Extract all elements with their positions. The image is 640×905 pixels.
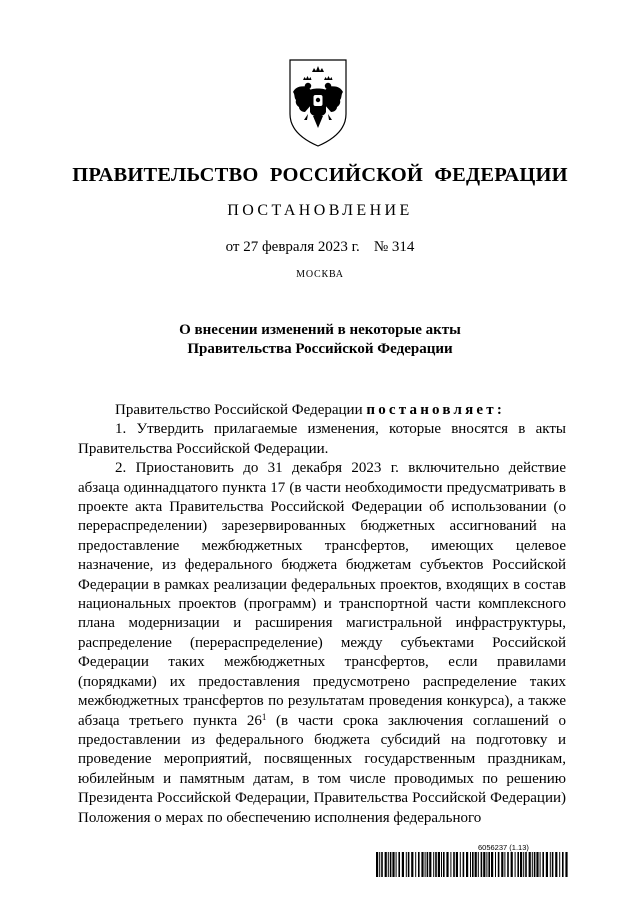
organization-name: ПРАВИТЕЛЬСТВО РОССИЙСКОЙ ФЕДЕРАЦИИ: [72, 164, 568, 186]
document-date: от 27 февраля 2023 г.: [225, 239, 360, 255]
double-headed-eagle-icon: [286, 56, 350, 148]
document-number: № 314: [373, 239, 415, 255]
title-line-1: О внесении изменений в некоторые акты: [179, 322, 461, 338]
barcode-icon: [376, 852, 568, 877]
intro-verb: постановляет:: [366, 402, 506, 418]
intro-paragraph: [78, 401, 566, 420]
paragraph-2-text-a: 2. Приостановить до 31 декабря 2023 г. включительно действие абзаца одиннадцатого пункта 17 (в части необходимости предусматривать в проекте акта Правительства Российской Федерации об использовании (о перераспределении) зарезервированных бюджетных ассигнований на предоставление межбюджетных трансфертов, имеющих целевое назначение, из федерального бюджета бюджетам субъектов Российской Федерации в рамках реализации федеральных проектов, входящих в состав национальных проектов (программ) и транспортной части комплексного плана модернизации и расширения магистральной инфраструктуры, распределение (перераспределение) между субъектами Российской Федерации таких межбюджетных трансфертов, если правилами (порядками) их предоставления предусмотрено распределение таких межбюджетных трансфертов по результатам проведения конкурса), а также абзаца третьего пункта 26: [78, 460, 566, 729]
document-title: [0, 321, 640, 359]
document-code: 6056237 (1.13): [478, 843, 529, 852]
document-body: [78, 401, 566, 828]
paragraph-2: [78, 459, 566, 828]
date-number-line: [0, 239, 640, 256]
document-type: ПОСТАНОВЛЕНИЕ: [227, 202, 413, 219]
title-line-2: Правительства Российской Федерации: [187, 341, 453, 357]
city-name: МОСКВА: [296, 269, 344, 280]
superscript-mark: 1: [261, 711, 267, 722]
intro-text: Правительство Российской Федерации: [115, 402, 367, 418]
paragraph-2-text-b: (в части срока заключения соглашений о предоставлении из федерального бюджета субсидий на подготовку и проведение мероприятий, посвященных государственным праздникам, юбилейным и памятным датам, в том числе проводимых по решению Президента Российской Федерации, Правительства Российской Федерации) Положения о мерах по обеспечению исполнения федерального: [78, 712, 566, 826]
paragraph-1: 1. Утвердить прилагаемые изменения, которые вносятся в акты Правительства Российской Федерации.: [78, 421, 566, 457]
